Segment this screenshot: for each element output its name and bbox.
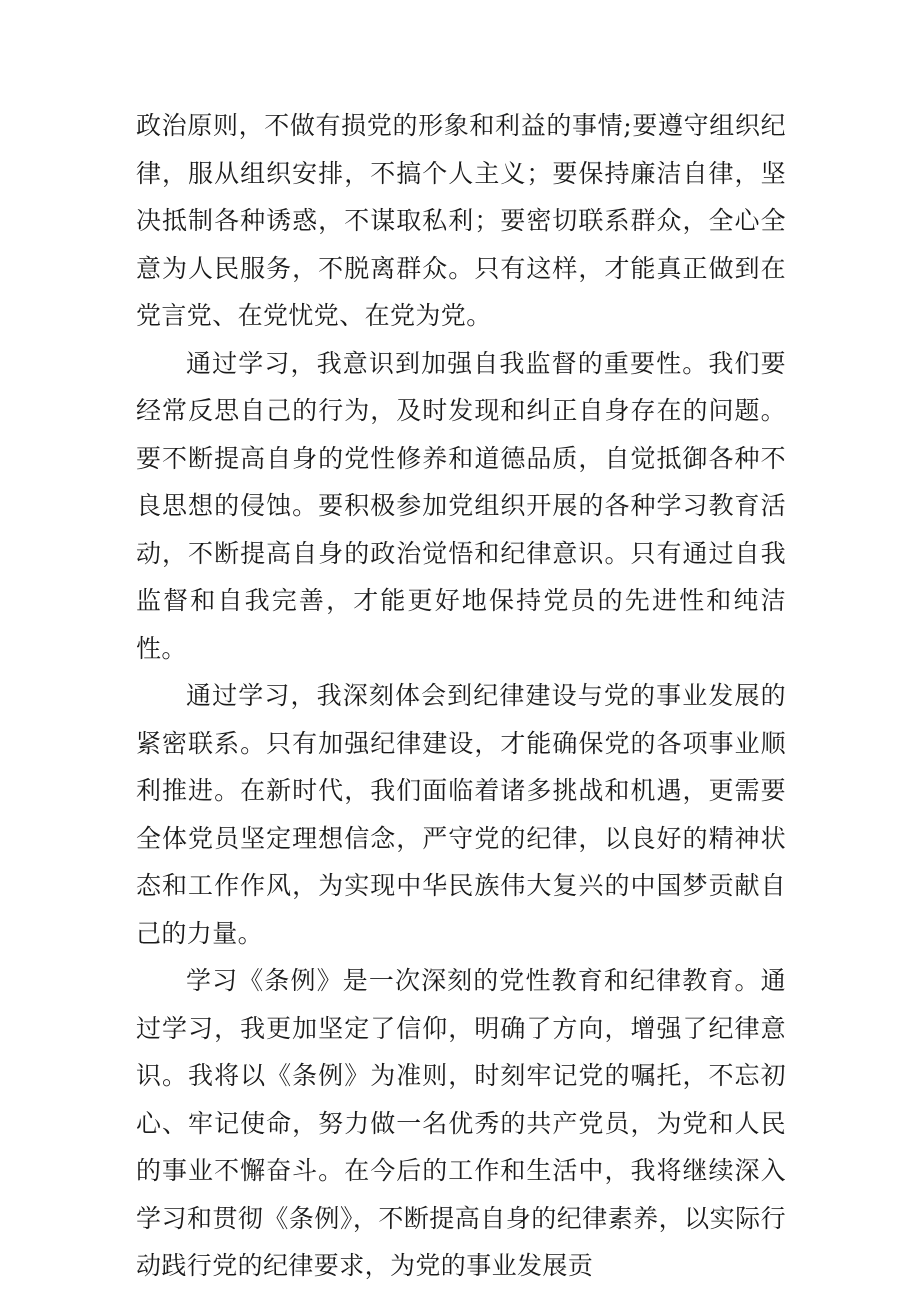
paragraph-self-supervision: 通过学习，我意识到加强自我监督的重要性。我们要经常反思自己的行为，及时发现和纠正自身存在的问题。要不断提高自身的党性修养和道德品质，自觉抵御各种不良思想的侵蚀。要积极参加党组织开展的各种学习教育活动，不断提高自身的政治觉悟和纪律意识。只有通过自我监督和自我完善，才能更好地保持党员的先进性和纯洁性。: [136, 348, 786, 663]
document-body: [136, 102, 786, 1290]
paragraph-discipline-development: 通过学习，我深刻体会到纪律建设与党的事业发展的紧密联系。只有加强纪律建设，才能确保党的各项事业顺利推进。在新时代，我们面临着诸多挑战和机遇，更需要全体党员坚定理想信念，严守党的纪律，以良好的精神状态和工作作风，为实现中华民族伟大复兴的中国梦贡献自己的力量。: [136, 681, 786, 948]
paragraph-conclusion: 学习《条例》是一次深刻的党性教育和纪律教育。通过学习，我更加坚定了信仰，明确了方向，增强了纪律意识。我将以《条例》为准则，时刻牢记党的嘱托，不忘初心、牢记使命，努力做一名优秀的共产党员，为党和人民的事业不懈奋斗。在今后的工作和生活中，我将继续深入学习和贯彻《条例》，不断提高自身的纪律素养，以实际行动践行党的纪律要求，为党的事业发展贡: [136, 966, 786, 1280]
paragraph-continued: 政治原则，不做有损党的形象和利益的事情;要遵守组织纪律，服从组织安排，不搞个人主义；要保持廉洁自律，坚决抵制各种诱惑，不谋取私利；要密切联系群众，全心全意为人民服务，不脱离群众。只有这样，才能真正做到在党言党、在党忧党、在党为党。: [136, 111, 786, 330]
